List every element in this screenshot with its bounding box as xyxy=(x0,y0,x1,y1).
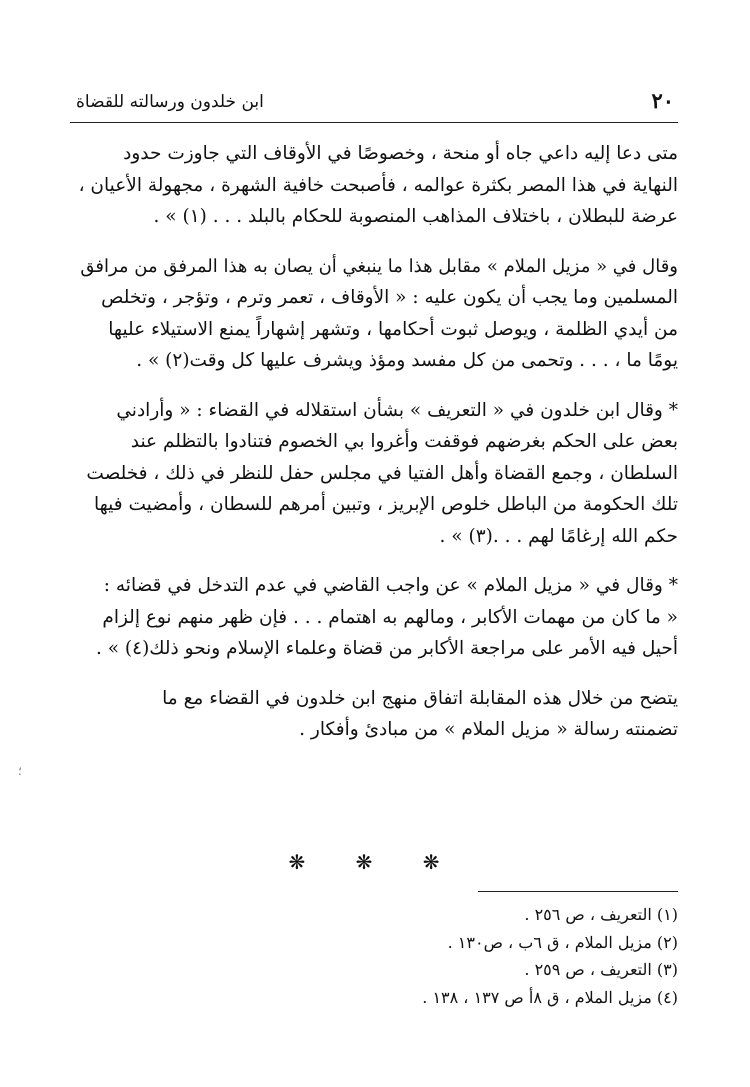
page-header xyxy=(70,86,678,123)
text-line: بعض على الحكم بغرضهم فوقفت وأغروا بي الخصوم فتنادوا بالتظلم عند xyxy=(130,431,678,452)
text-line: النهاية في هذا المصر بكثرة عوالمه ، فأصبحت خافية الشهرة ، مجهولة الأعيان ، xyxy=(78,174,678,196)
section-separator: ❋ ❋ ❋ xyxy=(288,850,462,874)
text-line: أحيل فيه الأمر على مراجعة الأكابر من قضاة وعلماء الإسلام ونحو ذلك(٤) » . xyxy=(95,638,678,659)
text-line: المسلمين وما يجب أن يكون عليه : « الأوقاف ، تعمر وترم ، وتؤجر ، وتخلص xyxy=(101,287,678,308)
text-line: يتضح من خلال هذه المقابلة اتفاق منهج ابن خلدون في القضاء مع ما xyxy=(162,687,678,709)
text-line: وقال في « مزيل الملام » مقابل هذا ما ينبغي أن يصان به هذا المرفق من مرافق xyxy=(80,255,678,277)
footnote-divider xyxy=(478,891,678,892)
text-line: عرضة للبطلان ، باختلاف المذاهب المنصوبة للحكام بالبلد . . . (١) » . xyxy=(153,206,678,227)
footnote-item: (٤) مزيل الملام ، ق ٨أ ص ١٣٧ ، ١٣٨ . xyxy=(422,987,678,1007)
paragraph-1 xyxy=(70,138,678,233)
text-line: حكم الله إرغامًا لهم . . .(٣) » . xyxy=(439,525,678,547)
footnotes xyxy=(70,901,678,1011)
text-line: من أيدي الظلمة ، ويوصل ثبوت أحكامها ، وتشهر إشهاراً يمنع الاستيلاء عليها xyxy=(108,318,678,340)
footnote-item: (٢) مزيل الملام ، ق ٦ب ، ص١٣٠ . xyxy=(447,932,678,952)
text-line: السلطان ، وجمع القضاة وأهل الفتيا في مجلس حفل للنظر في ذلك ، فخلصت xyxy=(86,462,678,484)
text-line: تضمنته رسالة « مزيل الملام » من مبادئ وأفكار . xyxy=(299,719,678,740)
paragraph-4 xyxy=(70,570,678,665)
running-title: ابن خلدون ورسالته للقضاة xyxy=(76,92,264,112)
text-line: * وقال في « مزيل الملام » عن واجب القاضي في عدم التدخل في قضائه : xyxy=(103,575,678,596)
margin-mark: ؛ xyxy=(18,764,22,778)
paragraph-2 xyxy=(70,251,678,377)
paragraph-5 xyxy=(70,683,678,746)
text-line: يومًا ما ، . . . وتحمى من كل مفسد ومؤذ ويشرف عليها كل وقت(٢) » . xyxy=(136,350,678,371)
text-line: * وقال ابن خلدون في « التعريف » بشأن استقلاله في القضاء : « وأرادني xyxy=(116,399,678,421)
text-line: تلك الحكومة من الباطل خلوص الإبريز ، وتبين أمرهم للسطان ، وأمضيت فيها xyxy=(94,494,678,515)
paragraph-3 xyxy=(70,395,678,553)
footnote-item: (٣) التعريف ، ص ٢٥٩ . xyxy=(524,960,678,979)
text-line: « ما كان من مهمات الأكابر ، ومالهم به اهتمام . . . فإن ظهر منهم نوع إلزام xyxy=(102,606,678,628)
text-line: متى دعا إليه داعي جاه أو منحة ، وخصوصًا في الأوقاف التي جاوزت حدود xyxy=(123,143,678,164)
footnote-item: (١) التعريف ، ص ٢٥٦ . xyxy=(524,905,678,924)
page-number: ٢٠ xyxy=(651,88,674,113)
main-text xyxy=(70,138,678,764)
